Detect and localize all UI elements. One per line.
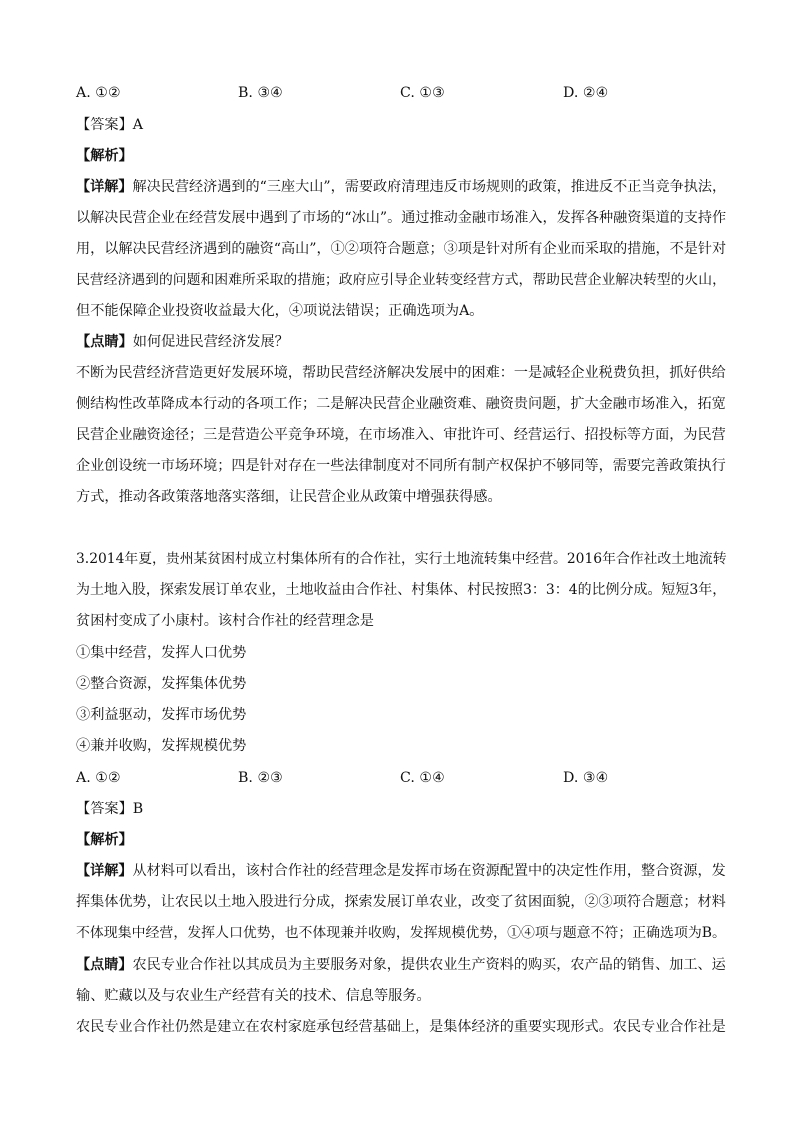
statement-4: ④兼并收购，发挥规模优势 (76, 738, 247, 754)
question-3-stem-line-1: 3.2014年夏，贵州某贫困村成立村集体所有的合作社，实行土地流转集中经营。2016年合作社改土地流转 (76, 551, 727, 567)
note-label: 【点睛】 (76, 957, 133, 973)
statement-2: ②整合资源，发挥集体优势 (76, 676, 247, 692)
note-label: 【点睛】 (76, 334, 133, 350)
option-b: B. ③④ (238, 85, 283, 101)
detail-q2-line-2: 以解决民营企业在经营发展中遇到了市场的“冰山”。通过推动金融市场准入，发挥各种融资渠道的支持作 (76, 210, 727, 226)
detail-q3-line-2: 挥集体优势，让农民以土地入股进行分成，探索发展订单农业，改变了贫困面貌，②③项符合题意；材料 (76, 894, 726, 910)
detail-q3-line-1: 【详解】从材料可以看出，该村合作社的经营理念是发挥市场在资源配置中的决定性作用，整合资源，发 (76, 863, 726, 879)
note-q2-line-1: 不断为民营经济营造更好发展环境，帮助民营经济解决发展中的困难：一是减轻企业税费负担，抓好供给 (76, 365, 726, 381)
statement-3: ③利益驱动，发挥市场优势 (76, 707, 247, 723)
option-c: C. ①③ (400, 85, 445, 101)
detail-q2-line-4: 民营经济遇到的问题和困难所采取的措施；政府应引导企业转变经营方式，帮助民营企业解决转型的火山， (76, 272, 726, 288)
answer-q2: 【答案】A (76, 117, 143, 133)
statement-1: ①集中经营，发挥人口优势 (76, 645, 247, 661)
option-c: C. ①④ (400, 770, 445, 786)
note-q2-heading: 【点睛】如何促进民营经济发展？ (76, 334, 289, 350)
detail-q2-line-1: 【详解】解决民营经济遇到的“三座大山”，需要政府清理违反市场规则的政策，推进反不正当竞争执法， (76, 179, 727, 195)
detail-label: 【详解】 (76, 863, 133, 879)
note-q3-line-1: 输、贮藏以及与农业生产经营有关的技术、信息等服务。 (76, 988, 431, 1004)
detail-label: 【详解】 (76, 179, 133, 195)
note-q2-line-5: 方式，推动各政策落地落实落细，让民营企业从政策中增强获得感。 (76, 489, 502, 505)
detail-q2-line-5: 但不能保障企业投资收益最大化，④项说法错误；正确选项为A。 (76, 303, 484, 319)
question-3-stem-line-2: 为土地入股，探索发展订单农业，土地收益由合作社、村集体、村民按照3：3：4的比例分成。短短3年， (76, 582, 727, 598)
note-q2-line-4: 企业创设统一市场环境；四是针对存在一些法律制度对不同所有制产权保护不够同等，需要完善政策执行 (76, 458, 726, 474)
detail-q2-line-3: 用，以解决民营经济遇到的融资“高山”，①②项符合题意；③项是针对所有企业而采取的措施，不是针对 (76, 241, 727, 257)
note-q2-line-2: 侧结构性改革降成本行动的各项工作；二是解决民营企业融资难、融资贵问题，扩大金融市场准入，拓宽 (76, 396, 726, 412)
option-a: A. ①② (76, 85, 121, 101)
option-b: B. ②③ (238, 770, 283, 786)
analysis-label-q2: 【解析】 (76, 148, 133, 164)
analysis-label-q3: 【解析】 (76, 832, 133, 848)
answer-q3: 【答案】B (76, 801, 144, 817)
note-q3-heading: 【点睛】农民专业合作社以其成员为主要服务对象，提供农业生产资料的购买，农产品的销售、加工、运 (76, 957, 726, 973)
note-q3-line-2: 农民专业合作社仍然是建立在农村家庭承包经营基础上，是集体经济的重要实现形式。农民专业合作社是 (76, 1019, 726, 1035)
option-d: D. ②④ (563, 85, 609, 101)
question-3-stem-line-3: 贫困村变成了小康村。该村合作社的经营理念是 (76, 613, 374, 629)
option-d: D. ③④ (563, 770, 609, 786)
detail-q3-line-3: 不体现集中经营，发挥人口优势，也不体现兼并收购，发挥规模优势，①④项与题意不符；正确选项为B。 (76, 925, 726, 941)
option-a: A. ①② (76, 770, 121, 786)
note-q2-line-3: 民营企业融资途径；三是营造公平竞争环境，在市场准入、审批许可、经营运行、招投标等方面，为民营 (76, 427, 726, 443)
